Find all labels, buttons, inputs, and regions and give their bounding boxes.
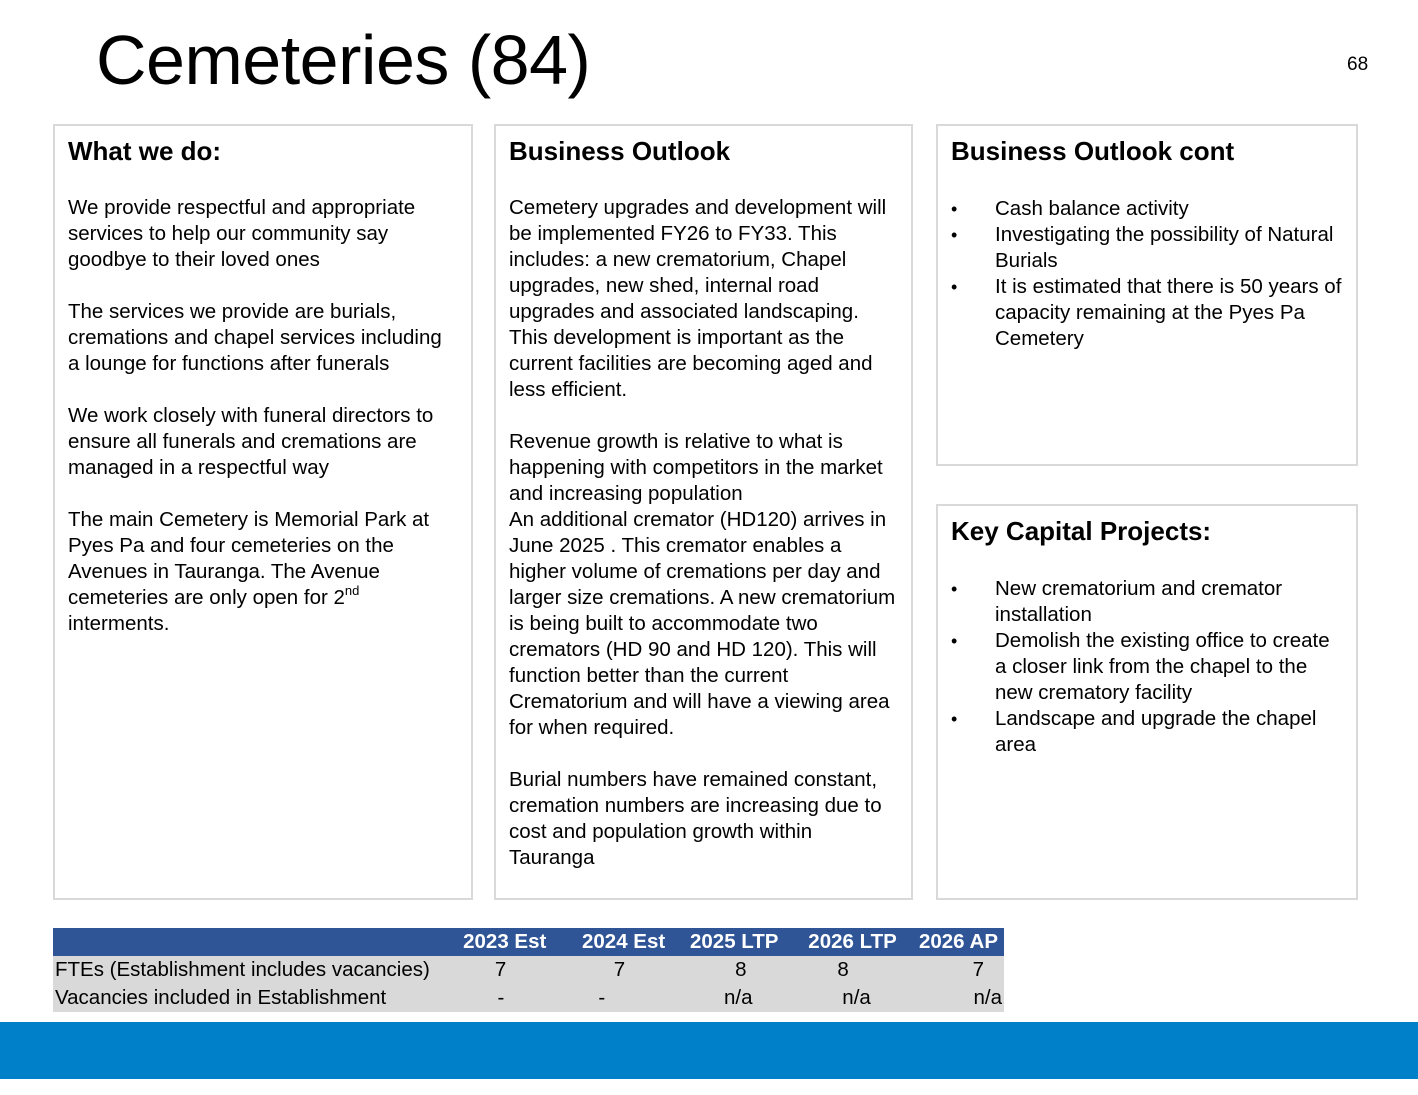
key-capital-projects-heading: Key Capital Projects: — [951, 516, 1212, 546]
business-outlook-panel — [494, 124, 913, 900]
bullet-icon: • — [951, 709, 958, 729]
business-outlook-cont-heading: Business Outlook cont — [951, 136, 1235, 166]
business-outlook-paragraph: Revenue growth is relative to what is happening with competitors in the market and increasing population — [509, 430, 883, 505]
column-header-2026-ltp: 2026 LTP — [784, 928, 902, 956]
business-outlook-paragraph: An additional cremator (HD120) arrives in June 2025 . This cremator enables a higher volume of cremations per day and larger size cremations. A new crematorium is being built to accommodate two cremators (HD 90 and HD 120). This will function better than the current Crematorium and will have a viewing area for when required. — [509, 508, 896, 739]
table-row — [53, 956, 1004, 984]
fte-table — [53, 928, 1004, 1012]
bullet-icon: • — [951, 631, 958, 651]
table-cell: 8 — [671, 956, 784, 984]
list-item — [951, 706, 1343, 758]
table-cell: - — [444, 984, 553, 1012]
business-outlook-paragraph: Burial numbers have remained constant, cremation numbers are increasing due to cost and population growth within Tauranga — [509, 768, 882, 869]
what-we-do-paragraph: We provide respectful and appropriate services to help our community say goodbye to their loved ones — [68, 196, 416, 271]
list-item — [951, 576, 1343, 628]
row-label: FTEs (Establishment includes vacancies) — [53, 956, 444, 984]
table-cell: 7 — [444, 956, 553, 984]
what-we-do-paragraph: We work closely with funeral directors to ensure all funerals and cremations are managed in a respectful way — [68, 404, 434, 479]
bullet-icon: • — [951, 225, 958, 245]
table-cell: 7 — [903, 956, 1004, 984]
table-cell: n/a — [671, 984, 784, 1012]
list-item-text: Cash balance activity — [995, 197, 1189, 220]
table-cell: - — [552, 984, 671, 1012]
list-item — [951, 196, 1343, 222]
list-item — [951, 222, 1343, 274]
list-item-text: Demolish the existing office to create a closer link from the chapel to the new crematory facility — [995, 629, 1330, 704]
key-capital-projects-panel — [936, 504, 1358, 900]
column-header-label — [53, 928, 444, 956]
business-outlook-paragraph: Cemetery upgrades and development will be implemented FY26 to FY33. This includes: a new crematorium, Chapel upgrades, new shed, internal road upgrades and associated landscaping. This development is important as the current facilities are becoming aged and less efficient. — [509, 196, 887, 401]
table-cell: 7 — [552, 956, 671, 984]
what-we-do-paragraph-cemeteries — [68, 507, 458, 637]
column-header-2023-est: 2023 Est — [444, 928, 553, 956]
what-we-do-heading: What we do: — [68, 136, 222, 166]
column-header-2026-ap: 2026 AP — [903, 928, 1004, 956]
table-cell: n/a — [784, 984, 902, 1012]
slide-title: Cemeteries (84) — [96, 21, 591, 99]
list-item-text: Landscape and upgrade the chapel area — [995, 707, 1317, 756]
list-item-text: New crematorium and cremator installation — [995, 577, 1283, 626]
key-capital-projects-list — [951, 576, 1343, 758]
bullet-icon: • — [951, 579, 958, 599]
list-item — [951, 628, 1343, 706]
bullet-icon: • — [951, 277, 958, 297]
table-row — [53, 984, 1004, 1012]
what-we-do-paragraph: The services we provide are burials, cremations and chapel services including a lounge for functions after funerals — [68, 300, 442, 375]
table-header-row — [53, 928, 1004, 956]
business-outlook-heading: Business Outlook — [509, 136, 731, 166]
bullet-icon: • — [951, 199, 958, 219]
list-item-text: Investigating the possibility of Natural Burials — [995, 223, 1334, 272]
what-we-do-panel — [53, 124, 473, 900]
column-header-2024-est: 2024 Est — [552, 928, 671, 956]
table-cell: 8 — [784, 956, 902, 984]
column-header-2025-ltp: 2025 LTP — [671, 928, 784, 956]
row-label: Vacancies included in Establishment — [53, 984, 444, 1012]
footer-band — [0, 1022, 1418, 1079]
ordinal-superscript: nd — [344, 583, 360, 598]
list-item — [951, 274, 1343, 352]
business-outlook-cont-panel — [936, 124, 1358, 466]
business-outlook-cont-list — [951, 196, 1343, 352]
paragraph-text-end: interments. — [68, 612, 170, 635]
table-cell: n/a — [903, 984, 1004, 1012]
page-number: 68 — [1347, 54, 1369, 75]
list-item-text: It is estimated that there is 50 years of capacity remaining at the Pyes Pa Cemetery — [995, 275, 1342, 350]
paragraph-text: The main Cemetery is Memorial Park at Pyes Pa and four cemeteries on the Avenues in Tauranga. The Avenue cemeteries are only open for 2 — [68, 508, 430, 609]
